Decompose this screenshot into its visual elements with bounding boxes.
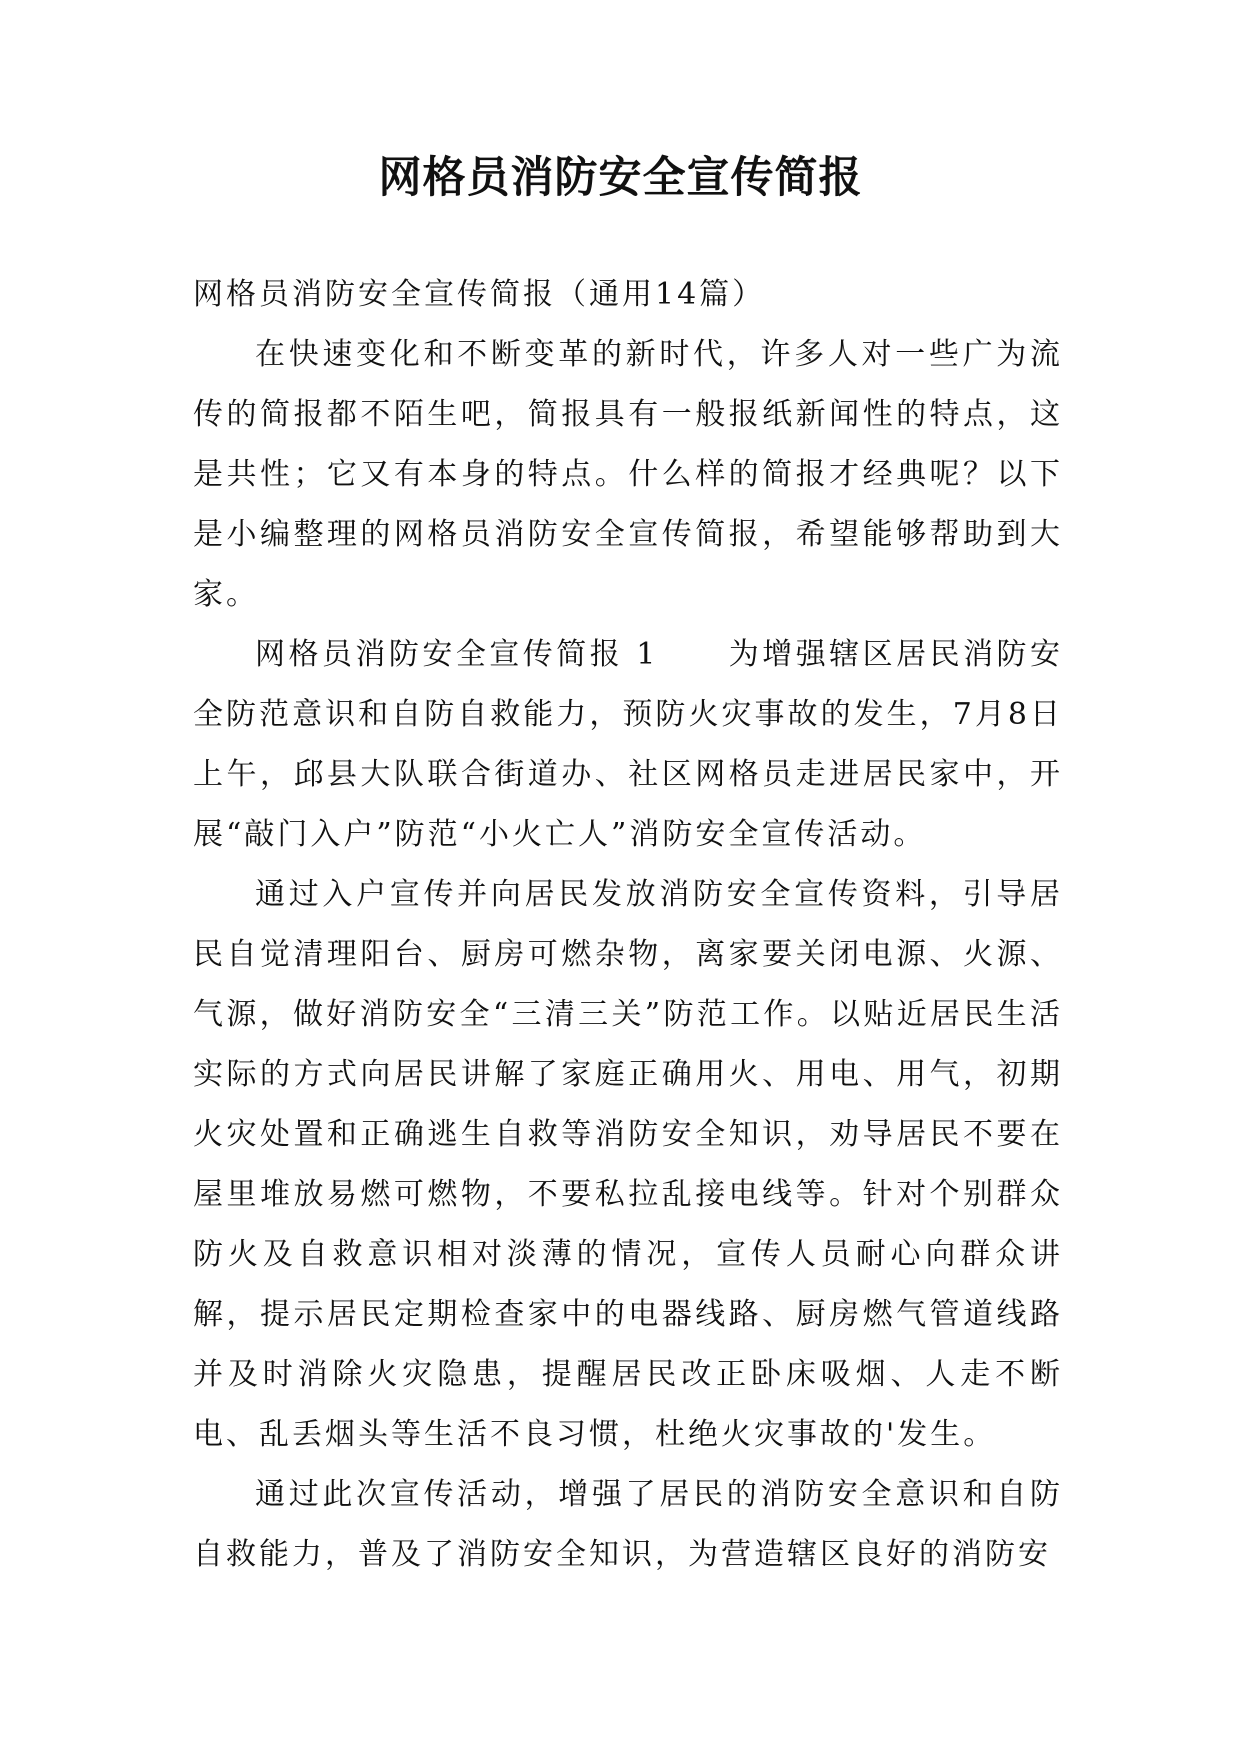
document-subtitle: 网格员消防安全宣传简报（通用14篇） bbox=[193, 277, 766, 312]
body-paragraph-2: 通过入户宣传并向居民发放消防安全宣传资料，引导居民自觉清理阳台、厨房可燃杂物，离家要关闭电源、火源、气源，做好消防安全“三清三关”防范工作。以贴近居民生活实际的方式向居民讲解了家庭正确用火、用电、用气，初期火灾处置和正确逃生自救等消防安全知识，劝导居民不要在屋里堆放易燃可燃物，不要私拉乱接电线等。针对个别群众防火及自救意识相对淡薄的情况，宣传人员耐心向群众讲解，提示居民定期检查家中的电器线路、厨房燃气管道线路并及时消除火灾隐患，提醒居民改正卧床吸烟、人走不断电、乱丢烟头等生活不良习惯，杜绝火灾事故的'发生。 bbox=[193, 877, 1063, 1452]
section-heading: 网格员消防安全宣传简报 1 bbox=[255, 637, 659, 672]
intro-paragraph: 在快速变化和不断变革的新时代，许多人对一些广为流传的简报都不陌生吧，简报具有一般报纸新闻性的特点，这是共性；它又有本身的特点。什么样的简报才经典呢？以下是小编整理的网格员消防安全宣传简报，希望能够帮助到大家。 bbox=[193, 337, 1063, 612]
section-lead-text: 为增强辖区居民消防安全防范意识和自防自救能力，预防火灾事故的发生，7月8日上午，邱县大队联合街道办、社区网格员走进居民家中，开展“敲门入户”防范“小火亡人”消防安全宣传活动。 bbox=[193, 637, 1064, 852]
document-title: 网格员消防安全宣传简报 bbox=[378, 153, 863, 203]
section-1-paragraph bbox=[193, 625, 1063, 865]
document-body bbox=[193, 265, 1063, 1585]
body-paragraph-3: 通过此次宣传活动，增强了居民的消防安全意识和自防自救能力，普及了消防安全知识，为营造辖区良好的消防安 bbox=[193, 1477, 1063, 1572]
